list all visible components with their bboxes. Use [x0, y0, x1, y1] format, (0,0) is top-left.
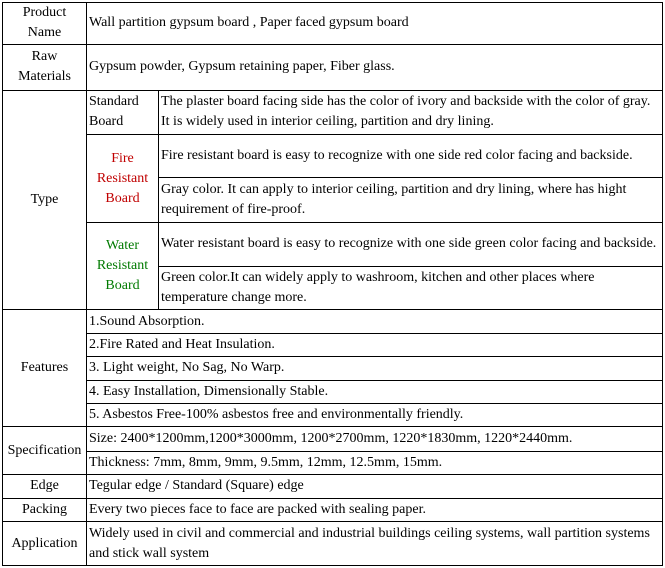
fire-resistant-desc-1: Fire resistant board is easy to recognize with one side red color facing and backside.: [159, 135, 663, 178]
water-resistant-desc-2: Green color.It can widely apply to washroom, kitchen and other places where temperature change more.: [159, 266, 663, 310]
row-spec-size: [3, 427, 663, 451]
fire-resistant-desc-2: Gray color. It can apply to interior ceiling, partition and dry lining, where has hight requirement of fire-proof.: [159, 178, 663, 223]
packing-label: Packing: [3, 498, 87, 521]
row-type-standard: [3, 90, 663, 135]
row-spec-thickness: [3, 451, 663, 474]
type-label: Type: [3, 90, 87, 310]
row-feature-4: [3, 380, 663, 403]
specification-size: Size: 2400*1200mm,1200*3000mm, 1200*2700mm, 1220*1830mm, 1220*2440mm.: [87, 427, 663, 451]
row-feature-2: [3, 333, 663, 356]
feature-item-1: 1.Sound Absorption.: [87, 310, 663, 333]
feature-item-5: 5. Asbestos Free-100% asbestos free and environmentally friendly.: [87, 404, 663, 427]
row-application: [3, 522, 663, 566]
row-feature-1: [3, 310, 663, 333]
row-product-name: [3, 3, 663, 45]
row-type-fire-1: [3, 135, 663, 178]
feature-item-3: 3. Light weight, No Sag, No Warp.: [87, 357, 663, 380]
feature-item-4: 4. Easy Installation, Dimensionally Stable.: [87, 380, 663, 403]
application-label: Application: [3, 522, 87, 566]
packing-value: Every two pieces face to face are packed with sealing paper.: [87, 498, 663, 521]
raw-materials-label: Raw Materials: [3, 44, 87, 90]
row-feature-3: [3, 357, 663, 380]
row-type-water-1: [3, 222, 663, 266]
specification-label: Specification: [3, 427, 87, 475]
row-raw-materials: [3, 44, 663, 90]
product-name-label: Product Name: [3, 3, 87, 45]
fire-resistant-board-name: Fire Resistant Board: [87, 135, 159, 223]
standard-board-desc: The plaster board facing side has the color of ivory and backside with the color of gray. It is widely used in interior ceiling, partition and dry lining.: [159, 90, 663, 135]
standard-board-name: Standard Board: [87, 90, 159, 135]
edge-label: Edge: [3, 475, 87, 498]
raw-materials-value: Gypsum powder, Gypsum retaining paper, Fiber glass.: [87, 44, 663, 90]
specification-thickness: Thickness: 7mm, 8mm, 9mm, 9.5mm, 12mm, 12.5mm, 15mm.: [87, 451, 663, 474]
feature-item-2: 2.Fire Rated and Heat Insulation.: [87, 333, 663, 356]
row-edge: [3, 475, 663, 498]
application-value: Widely used in civil and commercial and industrial buildings ceiling systems, wall partition systems and stick wall system: [87, 522, 663, 566]
product-name-value: Wall partition gypsum board , Paper faced gypsum board: [87, 3, 663, 45]
edge-value: Tegular edge / Standard (Square) edge: [87, 475, 663, 498]
row-packing: [3, 498, 663, 521]
water-resistant-desc-1: Water resistant board is easy to recognize with one side green color facing and backside.: [159, 222, 663, 266]
product-spec-table: [2, 2, 663, 566]
features-label: Features: [3, 310, 87, 427]
water-resistant-board-name: Water Resistant Board: [87, 222, 159, 310]
row-feature-5: [3, 404, 663, 427]
